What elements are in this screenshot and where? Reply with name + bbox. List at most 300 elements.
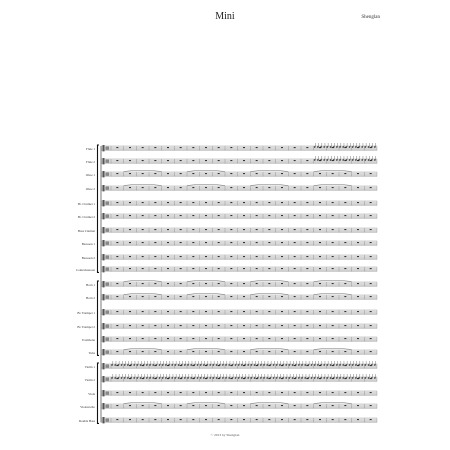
rest-mark (230, 325, 232, 326)
rest-mark (116, 147, 118, 148)
key-signature-icon (106, 338, 110, 341)
rest-mark (344, 311, 346, 312)
rest-mark (268, 419, 270, 420)
rest-mark (332, 283, 334, 284)
rest-mark (142, 215, 144, 216)
rest-mark (192, 351, 194, 352)
note-head (317, 364, 319, 366)
rest-mark (142, 419, 144, 420)
rest-mark (357, 229, 359, 230)
note-head (124, 377, 126, 379)
rest-mark (294, 173, 296, 174)
clef-icon (103, 171, 105, 177)
note-head (314, 364, 316, 366)
rest-mark (281, 160, 283, 161)
note-head (190, 364, 192, 366)
rest-mark (230, 338, 232, 339)
rest-mark (218, 160, 220, 161)
note-head (355, 159, 357, 161)
key-signature-icon (106, 351, 110, 354)
rest-mark (192, 405, 194, 406)
rest-mark (180, 405, 182, 406)
instrument-label: B♭ Clarinet 1 (77, 201, 95, 206)
note-head (209, 377, 211, 379)
note-head (349, 377, 351, 379)
note-head (365, 146, 367, 148)
note-head (200, 364, 202, 366)
key-signature-icon (106, 283, 110, 286)
rest-mark (357, 311, 359, 312)
rest-mark (281, 242, 283, 243)
rest-mark (129, 242, 131, 243)
rest-mark (218, 283, 220, 284)
note-head (178, 377, 180, 379)
rest-mark (243, 325, 245, 326)
note-head (238, 377, 240, 379)
note-head (336, 146, 338, 148)
rest-mark (142, 392, 144, 393)
key-signature-icon (106, 187, 110, 190)
rest-mark (268, 147, 270, 148)
rest-mark (281, 296, 283, 297)
key-signature-icon (106, 173, 110, 176)
note-head (365, 159, 367, 161)
rest-mark (218, 296, 220, 297)
rest-mark (332, 242, 334, 243)
note-head (349, 146, 351, 148)
rest-mark (230, 296, 232, 297)
note-head (228, 377, 230, 379)
rest-mark (129, 173, 131, 174)
rest-mark (256, 351, 258, 352)
rest-mark (357, 296, 359, 297)
clef-icon (103, 294, 105, 300)
clef-icon (103, 266, 105, 272)
rest-mark (230, 160, 232, 161)
rest-mark (357, 338, 359, 339)
note-head (285, 377, 287, 379)
rest-mark (306, 256, 308, 257)
rest-mark (180, 419, 182, 420)
note-head (232, 377, 234, 379)
rest-mark (218, 268, 220, 269)
note-head (371, 146, 373, 148)
rest-mark (332, 296, 334, 297)
instrument-labels (76, 147, 96, 423)
note-head (355, 146, 357, 148)
rest-mark (192, 229, 194, 230)
note-head (323, 377, 325, 379)
note-head (304, 377, 306, 379)
rest-mark (332, 202, 334, 203)
note-head (336, 364, 338, 366)
rest-mark (180, 229, 182, 230)
rest-mark (192, 173, 194, 174)
note-head (152, 364, 154, 366)
rest-mark (344, 338, 346, 339)
note-head (203, 364, 205, 366)
rest-mark (319, 256, 321, 257)
rest-mark (370, 229, 372, 230)
note-head (260, 364, 262, 366)
note-head (276, 377, 278, 379)
staff (101, 254, 377, 260)
note-head (323, 159, 325, 161)
rest-mark (294, 338, 296, 339)
rest-mark (154, 173, 156, 174)
rest-mark (294, 256, 296, 257)
slur-mark (250, 184, 288, 185)
rest-mark (167, 187, 169, 188)
rest-mark (332, 173, 334, 174)
note-head (171, 364, 173, 366)
rest-mark (294, 351, 296, 352)
note-head (146, 377, 148, 379)
rest-mark (256, 173, 258, 174)
rest-mark (306, 160, 308, 161)
rest-mark (230, 242, 232, 243)
rest-mark (192, 311, 194, 312)
rest-mark (357, 405, 359, 406)
key-signature-icon (106, 378, 110, 381)
note-head (219, 364, 221, 366)
rest-mark (205, 325, 207, 326)
rest-mark (256, 256, 258, 257)
rest-mark (180, 242, 182, 243)
note-head (175, 377, 177, 379)
rest-mark (192, 296, 194, 297)
rest-mark (142, 268, 144, 269)
slur-mark (314, 170, 352, 171)
note-head (222, 377, 224, 379)
note-head (156, 364, 158, 366)
note-head (257, 377, 259, 379)
rest-mark (218, 338, 220, 339)
rest-mark (306, 338, 308, 339)
note-head (118, 364, 120, 366)
clef-icon (103, 336, 105, 342)
rest-mark (306, 147, 308, 148)
staff (101, 280, 377, 287)
rest-mark (268, 311, 270, 312)
rest-mark (218, 147, 220, 148)
note-head (127, 377, 129, 379)
key-signature-icon (106, 160, 110, 163)
note-head (225, 377, 227, 379)
key-signature-icon (106, 268, 110, 271)
rest-mark (205, 296, 207, 297)
note-head (301, 377, 303, 379)
key-signature-icon (106, 311, 110, 314)
rest-mark (344, 351, 346, 352)
rest-mark (116, 296, 118, 297)
rest-mark (306, 325, 308, 326)
note-head (244, 377, 246, 379)
rest-mark (205, 147, 207, 148)
note-head (133, 364, 135, 366)
staff (101, 143, 377, 151)
note-head (330, 377, 332, 379)
rest-mark (154, 283, 156, 284)
rest-mark (230, 256, 232, 257)
slur-mark (250, 280, 288, 281)
rest-mark (268, 229, 270, 230)
rest-mark (192, 419, 194, 420)
rest-mark (281, 419, 283, 420)
rest-mark (370, 256, 372, 257)
rest-mark (180, 215, 182, 216)
note-head (371, 377, 373, 379)
rest-mark (370, 405, 372, 406)
note-head (330, 364, 332, 366)
clef-icon (103, 145, 105, 151)
note-head (320, 159, 322, 161)
note-head (238, 364, 240, 366)
rest-mark (205, 268, 207, 269)
note-head (190, 377, 192, 379)
rest-mark (230, 283, 232, 284)
instrument-label: Flute 1 (86, 146, 95, 151)
rest-mark (344, 202, 346, 203)
rest-mark (192, 160, 194, 161)
rest-mark (281, 202, 283, 203)
note-head (352, 159, 354, 161)
rest-mark (116, 338, 118, 339)
note-head (374, 146, 376, 148)
rest-mark (154, 256, 156, 257)
rest-mark (243, 160, 245, 161)
rest-mark (294, 392, 296, 393)
rest-mark (319, 229, 321, 230)
clef-icon (103, 309, 105, 315)
note-head (254, 377, 256, 379)
rest-mark (256, 187, 258, 188)
note-head (124, 364, 126, 366)
rest-mark (230, 268, 232, 269)
rest-mark (243, 311, 245, 312)
rest-mark (116, 229, 118, 230)
note-head (203, 377, 205, 379)
rest-mark (180, 351, 182, 352)
note-head (365, 377, 367, 379)
staff (101, 402, 377, 409)
note-head (114, 364, 116, 366)
slur-mark (124, 348, 162, 349)
slur-mark (124, 184, 162, 185)
rest-mark (281, 338, 283, 339)
rest-mark (192, 147, 194, 148)
rest-mark (268, 325, 270, 326)
rest-mark (243, 147, 245, 148)
rest-mark (192, 268, 194, 269)
rest-mark (180, 325, 182, 326)
rest-mark (319, 202, 321, 203)
staff (101, 266, 377, 272)
rest-mark (116, 283, 118, 284)
rest-mark (332, 215, 334, 216)
rest-mark (205, 405, 207, 406)
instrument-label: Bassoon 1 (81, 241, 95, 246)
instrument-label: Oboe 1 (85, 172, 95, 177)
rest-mark (243, 187, 245, 188)
note-head (232, 364, 234, 366)
note-head (194, 377, 196, 379)
clef-icon (103, 363, 105, 369)
note-head (162, 364, 164, 366)
note-head (308, 364, 310, 366)
note-head (263, 377, 265, 379)
note-head (130, 364, 132, 366)
rest-mark (306, 296, 308, 297)
rest-mark (129, 392, 131, 393)
slur-mark (314, 293, 352, 294)
slur-mark (187, 184, 225, 185)
rest-mark (218, 351, 220, 352)
clef-icon (103, 323, 105, 329)
rest-mark (344, 256, 346, 257)
rest-mark (370, 242, 372, 243)
rest-mark (344, 242, 346, 243)
slur-mark (187, 402, 225, 403)
rest-mark (167, 229, 169, 230)
note-head (317, 377, 319, 379)
rest-mark (332, 268, 334, 269)
note-head (222, 364, 224, 366)
rest-mark (243, 405, 245, 406)
rest-mark (370, 325, 372, 326)
rest-mark (306, 392, 308, 393)
rest-mark (205, 419, 207, 420)
rest-mark (180, 256, 182, 257)
note-head (213, 364, 215, 366)
rest-mark (370, 296, 372, 297)
rest-mark (281, 229, 283, 230)
rest-mark (256, 160, 258, 161)
slur-mark (187, 293, 225, 294)
rest-mark (306, 202, 308, 203)
rest-mark (319, 338, 321, 339)
rest-mark (167, 256, 169, 257)
clef-icon (103, 349, 105, 355)
note-head (320, 377, 322, 379)
rest-mark (167, 296, 169, 297)
note-head (333, 159, 335, 161)
note-head (314, 159, 316, 161)
note-head (361, 364, 363, 366)
rest-mark (306, 419, 308, 420)
rest-mark (154, 392, 156, 393)
note-head (342, 364, 344, 366)
rest-mark (218, 173, 220, 174)
rest-mark (294, 325, 296, 326)
rest-mark (370, 351, 372, 352)
rest-mark (218, 405, 220, 406)
rest-mark (192, 187, 194, 188)
rest-mark (268, 296, 270, 297)
slur-mark (250, 402, 288, 403)
rest-mark (116, 325, 118, 326)
note-head (282, 364, 284, 366)
rest-mark (344, 283, 346, 284)
key-signature-icon (106, 392, 110, 395)
instrument-label: Violin 2 (84, 377, 95, 382)
rest-mark (129, 311, 131, 312)
rest-mark (230, 215, 232, 216)
note-head (314, 377, 316, 379)
note-head (279, 364, 281, 366)
rest-mark (319, 283, 321, 284)
rest-mark (256, 405, 258, 406)
instrument-label: Contrabassoon (76, 267, 95, 272)
rest-mark (116, 405, 118, 406)
note-head (206, 377, 208, 379)
rest-mark (256, 296, 258, 297)
slur-mark (124, 402, 162, 403)
note-head (346, 159, 348, 161)
staff (101, 309, 377, 315)
rest-mark (370, 419, 372, 420)
note-head (374, 159, 376, 161)
composer-name: Shenglan (361, 15, 380, 20)
rest-mark (154, 311, 156, 312)
note-head (251, 377, 253, 379)
rest-mark (167, 202, 169, 203)
rest-mark (268, 202, 270, 203)
rest-mark (294, 311, 296, 312)
rest-mark (116, 392, 118, 393)
rest-mark (344, 268, 346, 269)
rest-mark (116, 351, 118, 352)
note-head (187, 377, 189, 379)
note-head (254, 364, 256, 366)
clef-icon (103, 227, 105, 233)
rest-mark (167, 242, 169, 243)
rest-mark (319, 419, 321, 420)
rest-mark (116, 173, 118, 174)
instrument-label: Bassoon 2 (81, 255, 95, 260)
rest-mark (180, 173, 182, 174)
note-head (241, 364, 243, 366)
rest-mark (332, 351, 334, 352)
rest-mark (268, 160, 270, 161)
note-head (358, 159, 360, 161)
note-head (149, 377, 151, 379)
note-head (171, 377, 173, 379)
note-head (118, 377, 120, 379)
note-head (327, 364, 329, 366)
rest-mark (332, 338, 334, 339)
instrument-label: Violin 1 (84, 364, 95, 369)
note-head (162, 377, 164, 379)
note-head (266, 377, 268, 379)
rest-mark (319, 296, 321, 297)
staff (101, 170, 377, 177)
rest-mark (230, 419, 232, 420)
instrument-label: B♭ Trumpet 2 (77, 324, 95, 329)
key-signature-icon (106, 256, 110, 259)
rest-mark (243, 392, 245, 393)
rest-mark (192, 215, 194, 216)
note-head (244, 364, 246, 366)
rest-mark (370, 338, 372, 339)
note-head (368, 159, 370, 161)
rest-mark (167, 405, 169, 406)
note-head (327, 159, 329, 161)
note-head (352, 377, 354, 379)
clef-icon (103, 417, 105, 423)
rest-mark (205, 256, 207, 257)
note-head (333, 146, 335, 148)
